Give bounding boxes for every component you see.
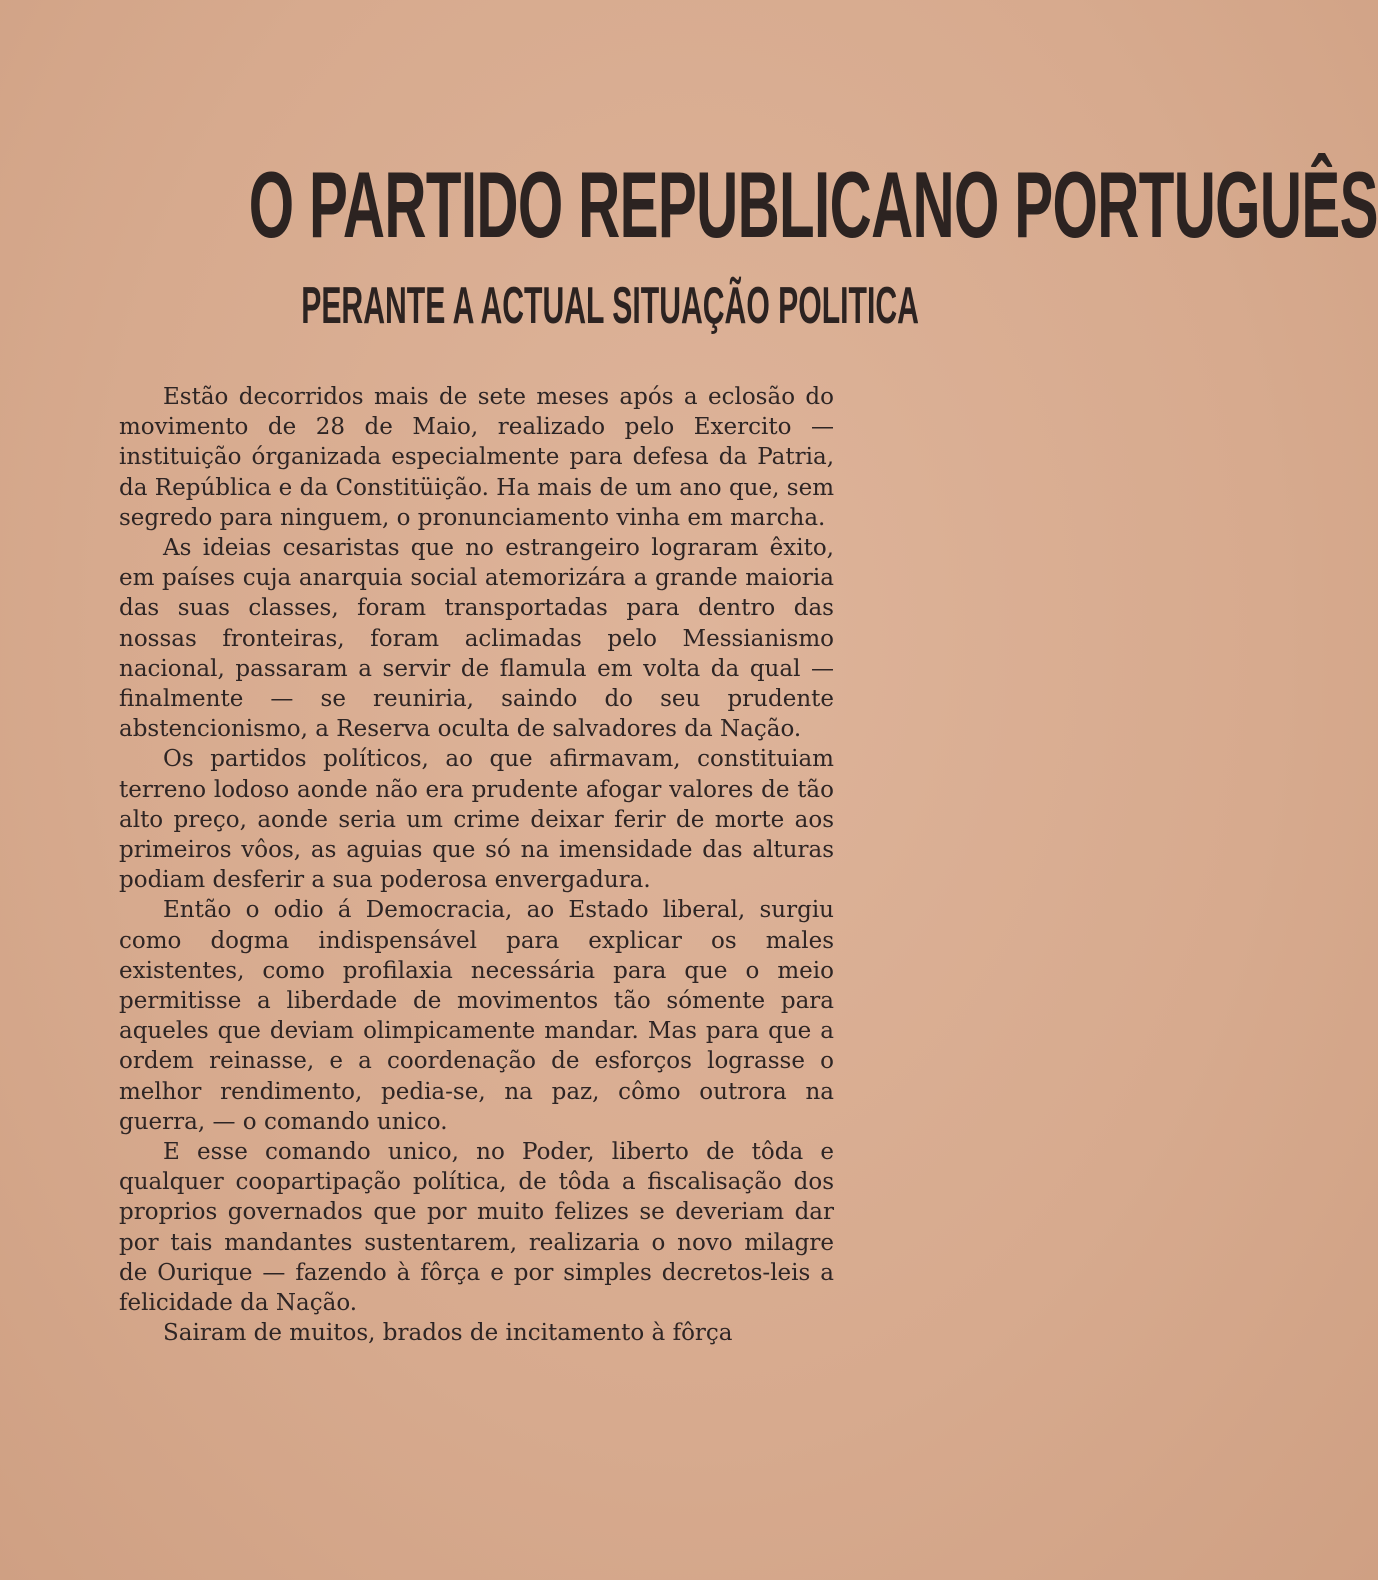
body-text <box>119 382 834 1349</box>
paragraph: Os partidos políticos, ao que afirmavam, constituiam terreno lodoso aonde não era prudente afogar valores de tão alto preço, aonde seria um crime deixar ferir de morte aos primeiros vôos, as aguias que só na imensidade das alturas podiam desferir a sua poderosa envergadura. <box>119 746 834 894</box>
paragraph: Estão decorridos mais de sete meses após a eclosão do movimento de 28 de Maio, realizado pelo Exercito — instituição órganizada especialmente para defesa da Patria, da República e da Constitüição. Ha mais de um ano que, sem segredo para ninguem, o pronunciamento vinha em marcha. <box>119 384 834 531</box>
document-title: O PARTIDO REPUBLICANO PORTUGUÊS <box>248 152 1378 257</box>
paragraph: E esse comando unico, no Poder, liberto de tôda e qualquer coopartipação política, de tôda a fiscalisação dos proprios governados que por muito felizes se deveriam dar por tais mandantes sustentarem, realizaria o novo milagre de Ourique — fazendo à fôrça e por simples decretos-leis a felicidade da Nação. <box>119 1139 834 1317</box>
paragraph: As ideias cesaristas que no estrangeiro lograram êxito, em países cuja anarquia social atemorizára a grande maioria das suas classes, foram transportadas para dentro das nossas fronteiras, foram aclimadas pelo Messianismo nacional, passaram a servir de flamula em volta da qual — finalmente — se reuniria, saindo do seu prudente abstencionismo, a Reserva oculta de salvadores da Nação. <box>119 535 834 743</box>
document-subtitle: PERANTE A ACTUAL SITUAÇÃO POLITICA <box>301 277 919 335</box>
paragraph: Sairam de muitos, brados de incitamento à fôrça <box>163 1320 733 1347</box>
paragraph: Então o odio á Democracia, ao Estado liberal, surgiu como dogma indispensável para explicar os males existentes, como profilaxia necessária para que o meio permitisse a liberdade de movimentos tão sómente para aqueles que deviam olimpicamente mandar. Mas para que a ordem reinasse, e a coordenação de esforços lograsse o melhor rendimento, pedia-se, na paz, cômo outrora na guerra, — o comando unico. <box>119 897 834 1135</box>
